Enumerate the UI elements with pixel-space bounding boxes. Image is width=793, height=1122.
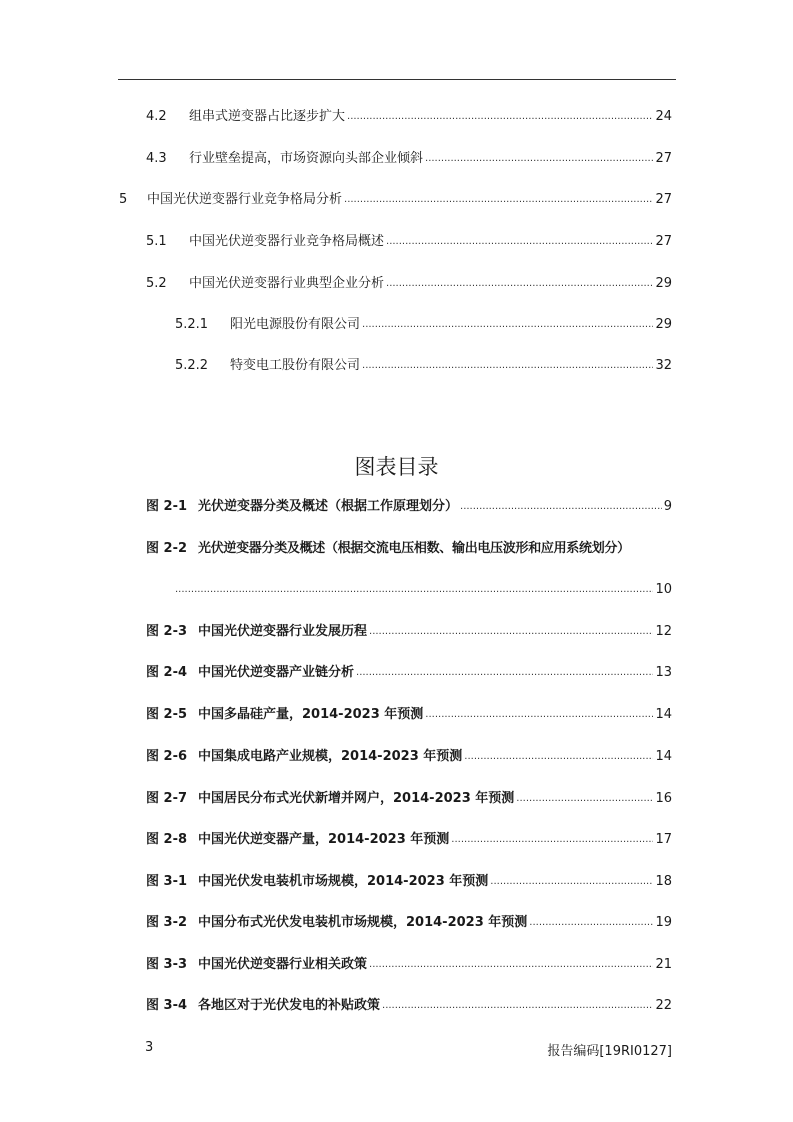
figure-number: 图 3-1	[146, 874, 188, 889]
figure-entry-2-1[interactable]	[146, 497, 672, 517]
toc-entry-5-2-2[interactable]	[175, 356, 672, 376]
toc-title: 中国光伏逆变器行业竞争格局概述	[189, 234, 385, 249]
toc-leader-dots	[490, 872, 653, 892]
figure-title: 中国光伏逆变器行业发展历程	[198, 624, 368, 639]
toc-leader-dots	[347, 107, 653, 127]
toc-entry-4-3[interactable]	[146, 149, 672, 169]
toc-page-number: 29	[655, 317, 672, 332]
figure-entry-2-3[interactable]	[146, 622, 672, 642]
figure-title: 中国集成电路产业规模，2014-2023 年预测	[198, 749, 463, 764]
toc-entry-5-1[interactable]	[146, 232, 672, 252]
figure-entry-2-8[interactable]	[146, 830, 672, 850]
toc-leader-dots	[382, 996, 653, 1016]
figure-page-number: 13	[655, 665, 672, 680]
toc-page-number: 29	[655, 276, 672, 291]
toc-number: 4.3	[146, 151, 167, 166]
figure-page-number: 12	[655, 624, 672, 639]
figure-title: 中国光伏发电装机市场规模，2014-2023 年预测	[198, 874, 489, 889]
toc-entry-5-2-1[interactable]	[175, 315, 672, 335]
toc-leader-dots	[425, 149, 653, 169]
toc-leader-dots	[386, 274, 653, 294]
figure-number: 图 2-8	[146, 832, 188, 847]
footer-page-number: 3	[145, 1040, 154, 1055]
figure-number: 图 3-4	[146, 998, 188, 1013]
toc-page-number: 24	[655, 109, 672, 124]
figure-number: 图 2-7	[146, 791, 188, 806]
toc-number: 5.2.1	[175, 317, 209, 332]
toc-leader-dots	[369, 622, 653, 642]
figure-page-number: 21	[655, 957, 672, 972]
figure-title: 光伏逆变器分类及概述（根据工作原理划分）	[198, 499, 459, 514]
toc-leader-dots	[464, 747, 653, 767]
toc-leader-dots	[362, 315, 653, 335]
figure-number: 图 2-5	[146, 707, 188, 722]
figure-entry-2-5[interactable]	[146, 705, 672, 725]
figure-title: 光伏逆变器分类及概述（根据交流电压相数、输出电压波形和应用系统划分）	[198, 541, 630, 556]
figure-entry-2-2[interactable]	[146, 539, 672, 559]
figure-title: 各地区对于光伏发电的补贴政策	[198, 998, 381, 1013]
toc-leader-dots	[344, 190, 653, 210]
figure-entry-3-4[interactable]	[146, 996, 672, 1016]
toc-leader-dots	[369, 955, 653, 975]
figure-page-number: 22	[655, 998, 672, 1013]
figure-page-number: 14	[655, 749, 672, 764]
toc-title: 阳光电源股份有限公司	[230, 317, 361, 332]
toc-title: 特变电工股份有限公司	[230, 358, 361, 373]
toc-number: 4.2	[146, 109, 167, 124]
toc-leader-dots	[529, 913, 653, 933]
figure-title: 中国光伏逆变器产业链分析	[198, 665, 355, 680]
figure-page-number: 16	[655, 791, 672, 806]
figure-entry-2-6[interactable]	[146, 747, 672, 767]
figure-page-number: 19	[655, 915, 672, 930]
figure-number: 图 2-3	[146, 624, 188, 639]
footer-report-code: 报告编码[19RI0127]	[547, 1044, 672, 1059]
toc-leader-dots	[516, 789, 653, 809]
figure-number: 图 2-2	[146, 541, 188, 556]
figure-title: 中国居民分布式光伏新增并网户，2014-2023 年预测	[198, 791, 515, 806]
toc-entry-5-2[interactable]	[146, 274, 672, 294]
toc-leader-dots	[451, 830, 653, 850]
figure-page-number: 9	[663, 499, 672, 514]
toc-leader-dots	[356, 663, 653, 683]
toc-page-number: 27	[655, 192, 672, 207]
figure-entry-2-4[interactable]	[146, 663, 672, 683]
figure-page-number: 17	[655, 832, 672, 847]
toc-number: 5	[119, 192, 128, 207]
figure-number: 图 2-4	[146, 665, 188, 680]
figure-title: 中国光伏逆变器产量，2014-2023 年预测	[198, 832, 450, 847]
toc-leader-dots	[425, 705, 653, 725]
figure-number: 图 2-6	[146, 749, 188, 764]
figure-entry-3-1[interactable]	[146, 872, 672, 892]
toc-title: 行业壁垒提高，市场资源向头部企业倾斜	[189, 151, 424, 166]
figure-number: 图 2-1	[146, 499, 188, 514]
toc-entry-5[interactable]	[119, 190, 672, 210]
figure-title: 中国分布式光伏发电装机市场规模，2014-2023 年预测	[198, 915, 528, 930]
figure-entry-2-2-continuation[interactable]	[175, 580, 672, 600]
toc-leader-dots	[460, 497, 662, 517]
figures-heading: 图表目录	[354, 455, 439, 479]
header-rule	[118, 79, 676, 80]
figure-title: 中国多晶硅产量，2014-2023 年预测	[198, 707, 424, 722]
toc-number: 5.2	[146, 276, 167, 291]
figure-page-number: 18	[655, 874, 672, 889]
toc-title: 中国光伏逆变器行业典型企业分析	[189, 276, 385, 291]
toc-entry-4-2[interactable]	[146, 107, 672, 127]
toc-page-number: 27	[655, 151, 672, 166]
toc-leader-dots	[386, 232, 653, 252]
toc-number: 5.2.2	[175, 358, 209, 373]
figure-entry-2-7[interactable]	[146, 789, 672, 809]
toc-title: 组串式逆变器占比逐步扩大	[189, 109, 346, 124]
toc-page-number: 32	[655, 358, 672, 373]
toc-leader-dots	[362, 356, 653, 376]
toc-page-number: 27	[655, 234, 672, 249]
figure-number: 图 3-3	[146, 957, 188, 972]
figure-title: 中国光伏逆变器行业相关政策	[198, 957, 368, 972]
figure-number: 图 3-2	[146, 915, 188, 930]
toc-leader-dots	[175, 580, 653, 600]
toc-number: 5.1	[146, 234, 167, 249]
figure-page-number: 10	[655, 582, 672, 597]
figure-entry-3-2[interactable]	[146, 913, 672, 933]
toc-title: 中国光伏逆变器行业竞争格局分析	[147, 192, 343, 207]
figure-page-number: 14	[655, 707, 672, 722]
figure-entry-3-3[interactable]	[146, 955, 672, 975]
